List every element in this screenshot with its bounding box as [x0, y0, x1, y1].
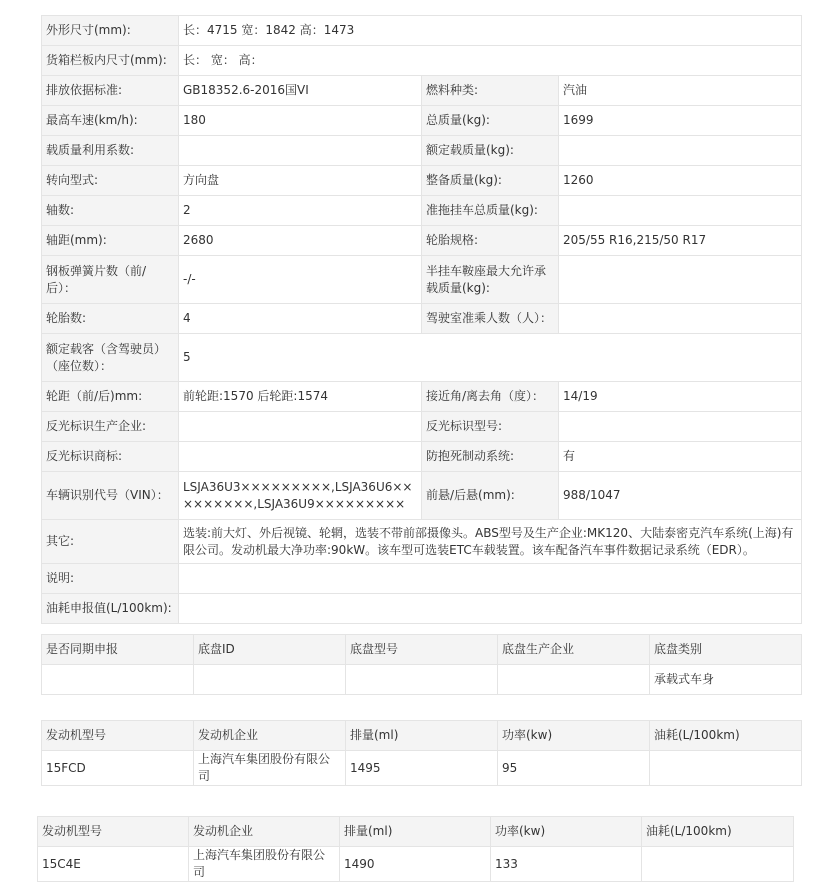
track-width-value: 前轮距:1570 后轮距:1574: [179, 382, 422, 412]
load-utilization-value: [179, 136, 422, 166]
approach-angle-value: 14/19: [559, 382, 802, 412]
engine-header-cell: 排量(ml): [340, 817, 491, 847]
dimensions-label: 外形尺寸(mm):: [42, 16, 179, 46]
engine-header-cell: 功率(kw): [498, 721, 650, 751]
rated-load-value: [559, 136, 802, 166]
chassis-cell: 承载式车身: [650, 665, 802, 695]
spec-row-cargo: [42, 46, 802, 76]
spec-row-load: [42, 136, 802, 166]
chassis-cell: [346, 665, 498, 695]
reflector-maker-label: 反光标识生产企业:: [42, 412, 179, 442]
engine-cell: 95: [498, 751, 650, 786]
trailer-mass-label: 准拖挂车总质量(kg):: [422, 196, 559, 226]
curb-mass-label: 整备质量(kg):: [422, 166, 559, 196]
chassis-header-cell: 底盘类别: [650, 635, 802, 665]
vehicle-spec-table: [41, 15, 802, 624]
engine-table-1: [41, 720, 802, 786]
spec-row-tires: [42, 304, 802, 334]
engine-table-2: [37, 816, 794, 882]
engine-header-cell: 排量(ml): [346, 721, 498, 751]
spec-row-speed: [42, 106, 802, 136]
overhang-value: 988/1047: [559, 472, 802, 520]
engine-cell: [642, 847, 794, 882]
wheelbase-value: 2680: [179, 226, 422, 256]
spec-row-axles: [42, 196, 802, 226]
chassis-header-cell: 是否同期申报: [42, 635, 194, 665]
engine-header-cell: 油耗(L/100km): [650, 721, 802, 751]
fuel-type-label: 燃料种类:: [422, 76, 559, 106]
reflector-model-value: [559, 412, 802, 442]
leaf-spring-value: -/-: [179, 256, 422, 304]
note-value: [179, 564, 802, 594]
passenger-capacity-label: 额定载客（含驾驶员）（座位数）：: [42, 334, 179, 382]
tire-spec-value: 205/55 R16,215/50 R17: [559, 226, 802, 256]
saddle-load-label: 半挂车鞍座最大允许承载质量(kg):: [422, 256, 559, 304]
curb-mass-value: 1260: [559, 166, 802, 196]
table-row: [42, 665, 802, 695]
spec-row-reflector: [42, 412, 802, 442]
engine-cell: 1490: [340, 847, 491, 882]
tire-count-value: 4: [179, 304, 422, 334]
steering-type-value: 方向盘: [179, 166, 422, 196]
engine-header-cell: 功率(kw): [491, 817, 642, 847]
max-speed-label: 最高车速(km/h):: [42, 106, 179, 136]
emission-standard-value: GB18352.6-2016国VI: [179, 76, 422, 106]
vin-value: LSJA36U3×××××××××,LSJA36U6×××××××××,LSJA36U9×××××××××: [179, 472, 422, 520]
engine-cell: 15C4E: [38, 847, 189, 882]
abs-label: 防抱死制动系统:: [422, 442, 559, 472]
fuel-consumption-value: [179, 594, 802, 624]
reflector-brand-value: [179, 442, 422, 472]
spec-row-track: [42, 382, 802, 412]
overhang-label: 前悬/后悬(mm):: [422, 472, 559, 520]
axle-count-label: 轴数:: [42, 196, 179, 226]
engine-header-row: [42, 721, 802, 751]
axle-count-value: 2: [179, 196, 422, 226]
spec-row-steering: [42, 166, 802, 196]
trailer-mass-value: [559, 196, 802, 226]
other-value: 选装:前大灯、外后视镜、轮辋，选装不带前部摄像头。ABS型号及生产企业:MK120、大陆泰密克汽车系统(上海)有限公司。发动机最大净功率:90kW。该车型可选装ETC车载装置。该车配备汽车事件数据记录系统（EDR）。: [179, 520, 802, 564]
spec-row-fuel-consumption: [42, 594, 802, 624]
spec-row-note: [42, 564, 802, 594]
chassis-header-cell: 底盘生产企业: [498, 635, 650, 665]
engine-header-cell: 发动机型号: [38, 817, 189, 847]
gross-mass-label: 总质量(kg):: [422, 106, 559, 136]
engine-cell: 1495: [346, 751, 498, 786]
engine-cell: 133: [491, 847, 642, 882]
other-label: 其它:: [42, 520, 179, 564]
cargo-dimensions-value: 长： 宽： 高：: [179, 46, 802, 76]
engine-header-cell: 发动机企业: [194, 721, 346, 751]
reflector-model-label: 反光标识型号:: [422, 412, 559, 442]
passenger-capacity-value: 5: [179, 334, 802, 382]
gross-mass-value: 1699: [559, 106, 802, 136]
chassis-cell: [42, 665, 194, 695]
engine-header-row: [38, 817, 794, 847]
leaf-spring-label: 钢板弹簧片数（前/后）：: [42, 256, 179, 304]
engine-header-cell: 发动机企业: [189, 817, 340, 847]
reflector-maker-value: [179, 412, 422, 442]
engine-cell: 15FCD: [42, 751, 194, 786]
spec-row-abs: [42, 442, 802, 472]
chassis-header-cell: 底盘型号: [346, 635, 498, 665]
chassis-cell: [498, 665, 650, 695]
rated-load-label: 额定载质量(kg):: [422, 136, 559, 166]
fuel-type-value: 汽油: [559, 76, 802, 106]
engine-cell: 上海汽车集团股份有限公司: [189, 847, 340, 882]
emission-standard-label: 排放依据标准:: [42, 76, 179, 106]
saddle-load-value: [559, 256, 802, 304]
engine-header-cell: 油耗(L/100km): [642, 817, 794, 847]
cab-capacity-value: [559, 304, 802, 334]
spec-row-dimensions: [42, 16, 802, 46]
chassis-table: [41, 634, 802, 695]
table-row: [38, 847, 794, 882]
load-utilization-label: 载质量利用系数:: [42, 136, 179, 166]
chassis-cell: [194, 665, 346, 695]
steering-type-label: 转向型式:: [42, 166, 179, 196]
engine-cell: [650, 751, 802, 786]
spec-row-passengers: [42, 334, 802, 382]
wheelbase-label: 轴距(mm):: [42, 226, 179, 256]
note-label: 说明:: [42, 564, 179, 594]
engine-cell: 上海汽车集团股份有限公司: [194, 751, 346, 786]
abs-value: 有: [559, 442, 802, 472]
tire-spec-label: 轮胎规格:: [422, 226, 559, 256]
vin-label: 车辆识别代号（VIN）：: [42, 472, 179, 520]
engine-header-cell: 发动机型号: [42, 721, 194, 751]
chassis-header-cell: 底盘ID: [194, 635, 346, 665]
spec-row-wheelbase: [42, 226, 802, 256]
spec-row-leaf-spring: [42, 256, 802, 304]
spec-row-emission: [42, 76, 802, 106]
max-speed-value: 180: [179, 106, 422, 136]
dimensions-value: 长：4715 宽：1842 高：1473: [179, 16, 802, 46]
track-width-label: 轮距（前/后)mm:: [42, 382, 179, 412]
fuel-consumption-label: 油耗申报值(L/100km):: [42, 594, 179, 624]
approach-angle-label: 接近角/离去角（度）：: [422, 382, 559, 412]
cab-capacity-label: 驾驶室准乘人数（人）：: [422, 304, 559, 334]
table-row: [42, 751, 802, 786]
tire-count-label: 轮胎数:: [42, 304, 179, 334]
spec-row-vin: [42, 472, 802, 520]
reflector-brand-label: 反光标识商标:: [42, 442, 179, 472]
spec-row-other: [42, 520, 802, 564]
chassis-header-row: [42, 635, 802, 665]
cargo-dimensions-label: 货箱栏板内尺寸(mm):: [42, 46, 179, 76]
